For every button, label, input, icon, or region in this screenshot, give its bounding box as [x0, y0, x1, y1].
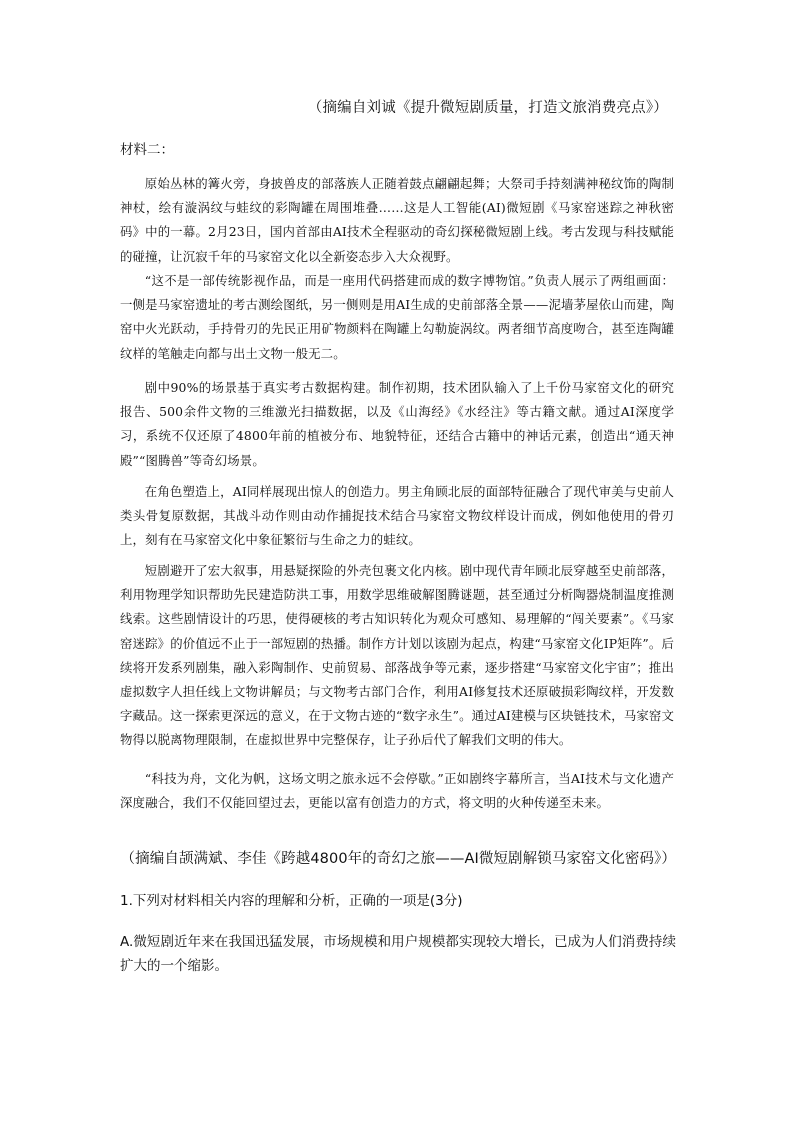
option-a: A.微短剧近年来在我国迅猛发展，市场规模和用户规模都实现较大增长，已成为人们消费持续扩大的一个缩影。 [120, 934, 676, 974]
paragraph-3: 剧中90%的场景基于真实考古数据构建。制作初期，技术团队输入了上千份马家窑文化的研究报告、500余件文物的三维激光扫描数据，以及《山海经》《水经注》等古籍文献。通过AI深度学习，系统不仅还原了4800年前的植被分布、地貌特征，还结合古籍中的神话元素，创造出“通天神殿”“图腾兽”等奇幻场景。 [120, 380, 674, 468]
paragraph-6: “科技为舟，文化为帆，这场文明之旅永远不会停歇。”正如剧终字幕所言，当AI技术与文化遗产深度融合，我们不仅能回望过去，更能以富有创造力的方式，将文明的火种传递至未来。 [120, 771, 674, 811]
source-citation-2: （摘编自颉满斌、李佳《跨越4800年的奇幻之旅——AI微短剧解锁马家窑文化密码》） [120, 851, 676, 867]
paragraph-4: 在角色塑造上，AI同样展现出惊人的创造力。男主角顾北辰的面部特征融合了现代审美与史前人类头骨复原数据，其战斗动作则由动作捕捉技术结合马家窑文物纹样设计而成，例如他使用的骨刃上，刻有在马家窑文化中象征繁衍与生命之力的蛙纹。 [120, 484, 674, 548]
material-heading: 材料二： [120, 142, 174, 158]
question-1: 1.下列对材料相关内容的理解和分析，正确的一项是(3分) [120, 893, 463, 909]
source-citation-1: （摘编自刘诚《提升微短剧质量，打造文旅消费亮点》） [307, 100, 668, 116]
paragraph-5: 短剧避开了宏大叙事，用悬疑探险的外壳包裹文化内核。剧中现代青年顾北辰穿越至史前部落，利用物理学知识帮助先民建造防洪工事，用数学思维破解图腾谜题，甚至通过分析陶器烧制温度推测线索。这些剧情设计的巧思，使得硬核的考古知识转化为观众可感知、易理解的“闯关要素”。《马家窑迷踪》的价值远不止于一部短剧的热播。制作方计划以该剧为起点，构建“马家窑文化IP矩阵”。后续将开发系列剧集，融入彩陶制作、史前贸易、部落战争等元素，逐步搭建“马家窑文化宇宙”；推出虚拟数字人担任线上文物讲解员；与文物考古部门合作，利用AI修复技术还原破损彩陶纹样，开发数字藏品。这一探索更深远的意义，在于文物古迹的“数字永生”。通过AI建模与区块链技术，马家窑文物得以脱离物理限制，在虚拟世界中完整保存，让子孙后代了解我们文明的伟大。 [120, 563, 674, 748]
paragraph-2: “这不是一部传统影视作品，而是一座用代码搭建而成的数字博物馆。”负责人展示了两组画面：一侧是马家窑遗址的考古测绘图纸，另一侧则是用AI生成的史前部落全景——泥墙茅屋依山而建，陶窑中火光跃动，手持骨刃的先民正用矿物颜料在陶罐上勾勒旋涡纹。两者细节高度吻合，甚至连陶罐纹样的笔触走向都与出土文物一般无二。 [120, 273, 674, 361]
paragraph-1: 原始丛林的篝火旁，身披兽皮的部落族人正随着鼓点翩翩起舞；大祭司手持刻满神秘纹饰的陶制神杖，绘有漩涡纹与蛙纹的彩陶罐在周围堆叠……这是人工智能(AI)微短剧《马家窑迷踪之神秋密码》中的一幕。2月23日，国内首部由AI技术全程驱动的奇幻探秘微短剧上线。考古发现与科技赋能的碰撞，让沉寂千年的马家窑文化以全新姿态步入大众视野。 [120, 176, 674, 264]
